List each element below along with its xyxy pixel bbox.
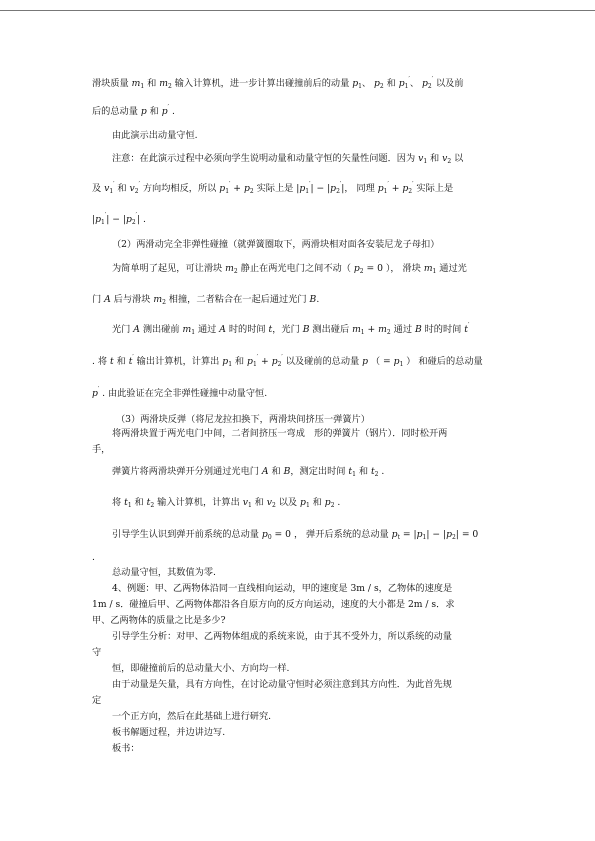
text-line-l25: 守 bbox=[92, 647, 102, 658]
text-line-l31: 板书： bbox=[112, 743, 140, 754]
text-line-l29: 一个正方向，然后在此基础上进行研究. bbox=[112, 711, 272, 722]
text-line-l15: 手， bbox=[92, 444, 111, 455]
text-line-l30: 板书解题过程，并边讲边写. bbox=[112, 727, 226, 738]
text-line-l17: 将 $t_1$ 和 $t_2$ 输入计算机，计算出 $v_1$ 和 $v_2$ 以及 $p_1$ 和 $p_2$ . bbox=[112, 497, 341, 509]
text-line-l24: 引导学生分析：对甲、乙两物体组成的系统来说，由于其不受外力，所以系统的动量 bbox=[112, 631, 452, 642]
text-line-l05: 及 $v_1'$ 和 $v_2'$ 方向均相反，所以 $p_1' + p_2$ 实际上是 $|p_1'| - |p_2'|$， 同理 $p_1' + p_2'$ 实际上是 bbox=[92, 181, 454, 195]
text-line-l12: p′ . 由此验证在完全非弹性碰撞中动量守恒. bbox=[92, 386, 268, 399]
text-line-l27: 由于动量是矢量，具有方向性，在讨论动量守恒时必须注意到其方向性．为此首先规 bbox=[112, 679, 452, 690]
text-line-l10: 光门 A 测出碰前 $m_1$ 通过 A 时的时间 t，光门 B 测出碰后 $m_1 + m_2$ 通过 B 时的时间 t′ bbox=[112, 322, 470, 336]
text-line-l02: 后的总动量 p 和 p′ . bbox=[92, 104, 175, 117]
text-line-l04: 注意：在此演示过程中必须向学生说明动量和动量守恒的矢量性问题．因为 $v_1$ 和 $v_2$ 以 bbox=[112, 153, 464, 165]
text-line-l14: 将两滑块置于两光电门中间，二者间挤压一弯成 形的弹簧片（钢片）．同时松开两 bbox=[112, 428, 448, 439]
header-rule bbox=[0, 10, 595, 11]
text-line-l28: 定 bbox=[92, 695, 102, 706]
text-line-l18: 引导学生认识到弹开前系统的总动量 $p_0 = 0$ ， 弹开后系统的总动量 $p_t = |p_1| - |p_2| = 0$ bbox=[112, 529, 479, 541]
text-line-l19: . bbox=[92, 552, 95, 563]
text-line-l09: 门 A 后与滑块 $m_2$ 相撞，二者粘合在一起后通过光门 B. bbox=[92, 294, 320, 306]
text-line-l16: 弹簧片将两滑块弹开分别通过光电门 A 和 B，测定出时间 $t_1$ 和 $t_2$ . bbox=[112, 466, 385, 478]
text-line-l13: （3）两滑块反弹（将尼龙拉扣换下，两滑块间挤压一弹簧片） bbox=[116, 414, 370, 425]
text-line-l03: 由此演示出动量守恒. bbox=[112, 130, 198, 141]
text-line-l22: 1m / s．碰撞后甲、乙两物体都沿各自原方向的反方向运动，速度的大小都是 2m / s．求 bbox=[92, 599, 455, 610]
text-line-l20: 总动量守恒，其数值为零. bbox=[112, 567, 216, 578]
text-line-l26: 恒，即碰撞前后的总动量大小、方向均一样. bbox=[112, 663, 290, 674]
text-line-l08: 为简单明了起见，可让滑块 $m_2$ 静止在两光电门之间不动（ $p_2 = 0$ ）， 滑块 $m_1$ 通过光 bbox=[112, 263, 467, 275]
text-line-l11: . 将 t 和 t′ 输出计算机，计算出 $p_1$ 和 $p_1' + p_2'$ 以及碰前的总动量 p （ = $p_1$ ） 和碰后的总动量 bbox=[92, 354, 483, 368]
text-line-l07: （2）两滑动完全非弹性碰撞（就弹簧圈取下，两滑块相对面各安装尼龙子母扣） bbox=[112, 239, 440, 250]
text-line-l23: 甲、乙两物体的质量之比是多少? bbox=[92, 615, 226, 626]
text-line-l01: 滑块质量 $m_1$ 和 $m_2$ 输入计算机，进一步计算出碰撞前后的动量 $p_1$、 $p_2$ 和 $p_1'$、 $p_2'$ 以及前 bbox=[92, 76, 464, 90]
text-line-l06: $|p_1'| - |p_2'|$ . bbox=[92, 212, 146, 226]
text-line-l21: 4、例题：甲、乙两物体沿同一直线相向运动，甲的速度是 3m / s，乙物体的速度是 bbox=[112, 583, 453, 594]
